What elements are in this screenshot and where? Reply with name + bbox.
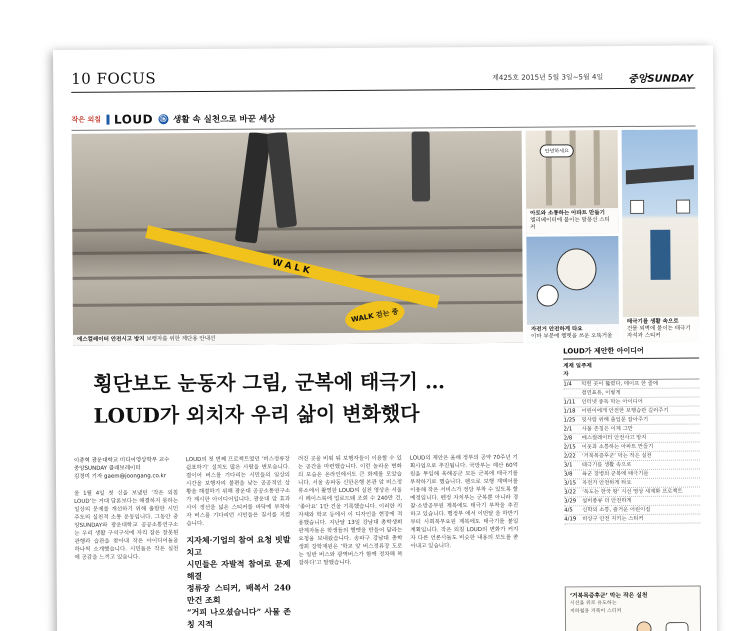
body-column-3: 려진 곳을 비워 둬 보행자들이 이용할 수 있는 공간을 마련했습니다. 이런 놀라운 변화의 모습은 온라인에서도 큰 화제를 모았습니다. 서울 송파동 신한은행 본관 앞 버스정류소에서 촬영한 LOUD의 실천 영상은 서울시 페이스북에 업로드돼 조회 수 240만 건, ‘좋아요’ 1만 건을 기록했습니다. 이러한 지자체와 학교 등에서 이 디자인을 현장에 적용했습니다. 지난달 13일 강남대 총학생회 관계자들은 학생들의 헬멧을 만들어 달라는 요청을 보내왔습니다. 송파구 강남대 총학생회 장학재원은 ‘학교 앞 버스정류장 도로는 일반 버스와 광역버스가 함께 정차해 복잡하다’고 말했습니다. xyxy=(297,455,403,567)
cartoon-text-2: 지하철용 거북이 스티커 xyxy=(569,608,622,615)
body-column-1: 올 1월 4일 첫 신을 보냈던 ‘작은 외침 LOUD’는 거대 담론보다는 해결하지 못하는 일상의 문제를 개선하기 위해 출발한 시민 주도의 실천적 소통 운동입니다. 그동안 중앙SUNDAY와 광운대학교 공공소통연구소는 우리 생활 구석구석에 자리 잡은 잘못된 관행과 습관을 찾아내 작은 아이디어들을 하나씩 소개했습니다. 시민들은 작은 실천에 공감을 느끼고 있습니다. xyxy=(74,490,179,561)
roof-shape xyxy=(626,165,694,184)
caption-text: 보행자를 위한 계단용 안내선 xyxy=(146,335,216,343)
row-topic: 태극기를 생활 속으로 xyxy=(581,461,632,468)
row-topic: 이웃과 소통하는 아파트 만들기 xyxy=(581,443,654,450)
headline-line-2: LOUD가 외치자 우리 삶이 변화했다 xyxy=(93,401,420,428)
row-date: 1/18 xyxy=(563,407,576,414)
series-name: LOUD xyxy=(113,112,154,127)
byline-author-2: 김경미 기자 gaem@joongang.co.kr xyxy=(73,473,166,480)
row-date: 4/19 xyxy=(564,515,577,522)
row-date xyxy=(563,390,581,397)
byline-author-1: 이종혁 광운대학교 미디어영상학부 교수 xyxy=(73,457,170,464)
row-topic: 막힌 곳이 뚫렸다, 테이프 한 줄에 xyxy=(581,380,658,387)
stair-edge xyxy=(72,249,522,255)
row-topic: 어린이에게 안전한 보행습관 길러주기 xyxy=(581,407,669,414)
sidebar-title: LOUD가 제안한 아이디어 xyxy=(563,345,699,359)
cartoon-text-1: 시선을 위로 유도하는 xyxy=(569,600,617,607)
headline xyxy=(93,365,493,432)
row-topic: ‘독도는 한국 땅’ 시선 영상 세계화 프로젝트 xyxy=(582,488,683,495)
photo-escalator-stairs xyxy=(72,131,523,346)
subhead-line-2: 시민들은 자발적 참여로 문제 해결 xyxy=(186,558,291,582)
page-folio: 10 FOCUS xyxy=(71,69,157,88)
row-date: 3/22 xyxy=(564,488,577,495)
photo-caption xyxy=(623,317,699,342)
row-topic: 육군 장병의 군복에 태극기를 xyxy=(581,470,649,477)
body-column-2 xyxy=(186,455,291,631)
series-kicker: 작은 외침 xyxy=(71,115,102,124)
caption-title: 아토와 소통하는 아파트 만들기 xyxy=(530,210,606,218)
series-subtitle: 생활 속 실천으로 바꾼 세상 xyxy=(173,114,276,126)
column-2-text: LOUD의 첫 번째 프로젝트였던 ‘버스정류장 쉼표하기’ 설치도 많은 사람을 변모습니다. 결이어 버스를 기다리는 시민들의 일상의 시간을 보행자의 불편을 낮는 공공적인 상황을 해결하기 위해 광운대 공공소통연구소가 제시한 아이디어입니다. 광운대 앞 효과 사이 정선을 넓은 스티커를 바닥에 부착하자 버스를 기다리던 시민들은 질서를 지켰습니다. xyxy=(185,456,291,528)
photo-caption xyxy=(73,332,523,346)
door-shape xyxy=(650,230,670,280)
stair-edge xyxy=(73,301,523,307)
headline-line-1: 횡단보도 눈동자 그림, 군복에 태극기 … xyxy=(93,369,445,396)
row-date: 2/15 xyxy=(563,443,576,450)
leg-silhouette xyxy=(267,132,297,229)
row-topic: 에스컬레이터 안전사고 방지 xyxy=(581,434,647,441)
photo-bicycle-mirror xyxy=(526,236,619,343)
sidebar-col-topic: 주제 xyxy=(581,363,592,370)
row-topic: ‘거북목증후군’ 막는 작은 실천 xyxy=(581,452,652,459)
row-topic: 인터넷 중독 막는 아이디어 xyxy=(581,398,643,405)
row-topic: 자전거 안전하게 타요 xyxy=(582,479,632,486)
byline xyxy=(74,456,178,481)
photo-elevator xyxy=(526,130,619,234)
sidebar-col-date: 게재 일자 xyxy=(563,363,582,378)
photo-caption xyxy=(527,324,619,342)
subheadline xyxy=(186,533,291,630)
row-date: 1/4 xyxy=(563,380,572,387)
row-date: 3/1 xyxy=(563,461,573,468)
walk-sign: WALK 걷는 중 xyxy=(343,297,407,335)
flag-icon xyxy=(676,200,690,214)
subhead-line-3: 정류장 스티커, 배복서 240만건 조회 xyxy=(186,582,291,606)
body-column-4: LOUD의 제안은 올해 정부의 공약 70주년 기획사업으로 추진됩니다. 국방부는 예산 60억원을 투입해 육해공군 모든 군복에 태극기를 부착하기로 했습니다. 펜으로 보행 계택어를 이용해 작은 서비스가 정당 부착 수 있도록 할 예정입니다. 펜정 자치부는 군복뿐 아니라 경찰·소방공무원 제복에도 태극기 부착을 추진하고 있습니다. 행정부 에서 이번달 을 하반기부터 사회복무요원 제복에도 태극기를 붙일 계획입니다. 작은 외침 LOUD의 변화가 커지자 다른 언론사들도 비슷한 내용의 보도를 쏟아내고 있습니다. xyxy=(409,454,519,550)
issue-info: 제425호 2015년 5월 3일~5월 4일 xyxy=(492,73,604,82)
row-date: 2/8 xyxy=(563,434,573,441)
mirror-small-icon xyxy=(537,284,559,306)
caption-text: 이마 부분에 헬멧을 쓰운 오뚝거울 xyxy=(530,333,613,340)
cartoon-box xyxy=(565,585,702,631)
walk-tape: WALK xyxy=(145,225,440,308)
leg-silhouette xyxy=(412,131,430,201)
byline-org: 중앙SUNDAY 클래보레이터 xyxy=(73,465,141,472)
header-rule xyxy=(71,88,695,93)
row-date: 3/29 xyxy=(564,497,577,504)
elevator-stripe xyxy=(594,130,601,205)
row-date: 1/25 xyxy=(563,416,576,423)
sidebar-header-row xyxy=(563,358,699,380)
row-date: 1/11 xyxy=(563,398,576,405)
photo-flag-house xyxy=(622,130,699,343)
mirror-face-icon xyxy=(556,248,596,290)
row-date: 4/5 xyxy=(564,506,573,513)
elevator-stripe xyxy=(570,130,577,205)
newspaper-page xyxy=(53,45,717,631)
series-bar xyxy=(106,115,109,125)
elevator-stripe xyxy=(546,131,553,206)
subhead-line-1: 지자체·기업의 참여 요청 빗발치고 xyxy=(186,534,291,558)
flag-icon xyxy=(630,200,644,214)
caption-text: 건물 외벽에 붙이는 태극기 자석과 스티커 xyxy=(626,325,691,340)
row-topic: 설비종류 더 안전하게 xyxy=(582,497,632,504)
series-number-badge: ⑯ xyxy=(159,115,167,124)
row-date: 2/1 xyxy=(563,425,573,432)
row-topic: 결연표유, 이렇게 xyxy=(581,389,621,396)
masthead-logo: 중앙SUNDAY xyxy=(628,73,694,85)
stair-edge xyxy=(72,226,522,232)
row-topic: 사물 존칭은 이제 그만 xyxy=(581,425,633,432)
row-date: 3/15 xyxy=(564,479,576,486)
row-topic: 신학의 소통, 즐거운 어린이집 xyxy=(582,506,651,513)
caption-text: 엘리베이터에 붙이는 말풍선 스티커 xyxy=(530,217,610,231)
caption-title: 태극기를 생활 속으로 xyxy=(626,319,679,326)
turtle-cartoon-icon xyxy=(626,617,696,631)
row-date: 2/22 xyxy=(563,452,576,459)
ideas-sidebar xyxy=(563,345,700,524)
cartoon-title: ‘거북목증후군’ 막는 작은 실천 xyxy=(569,592,648,600)
caption-title: 자전거 안전하게 타요 xyxy=(530,326,583,333)
subhead-line-4: “거피 나오셨습니다” 사물 존칭 지적 xyxy=(186,606,291,630)
table-row xyxy=(564,514,700,524)
row-topic: 뒷사람 위해 출입문 잡아주기 xyxy=(581,416,649,423)
row-date: 3/8 xyxy=(563,470,573,477)
series-tag xyxy=(71,111,275,126)
row-topic: 비상구 안전 지키는 스티커 xyxy=(582,515,644,522)
caption-title: 에스컬레이터 안전시고 방지 xyxy=(77,336,145,343)
speech-bubble: 안녕하세요 xyxy=(540,144,574,157)
photo-caption xyxy=(526,208,618,233)
